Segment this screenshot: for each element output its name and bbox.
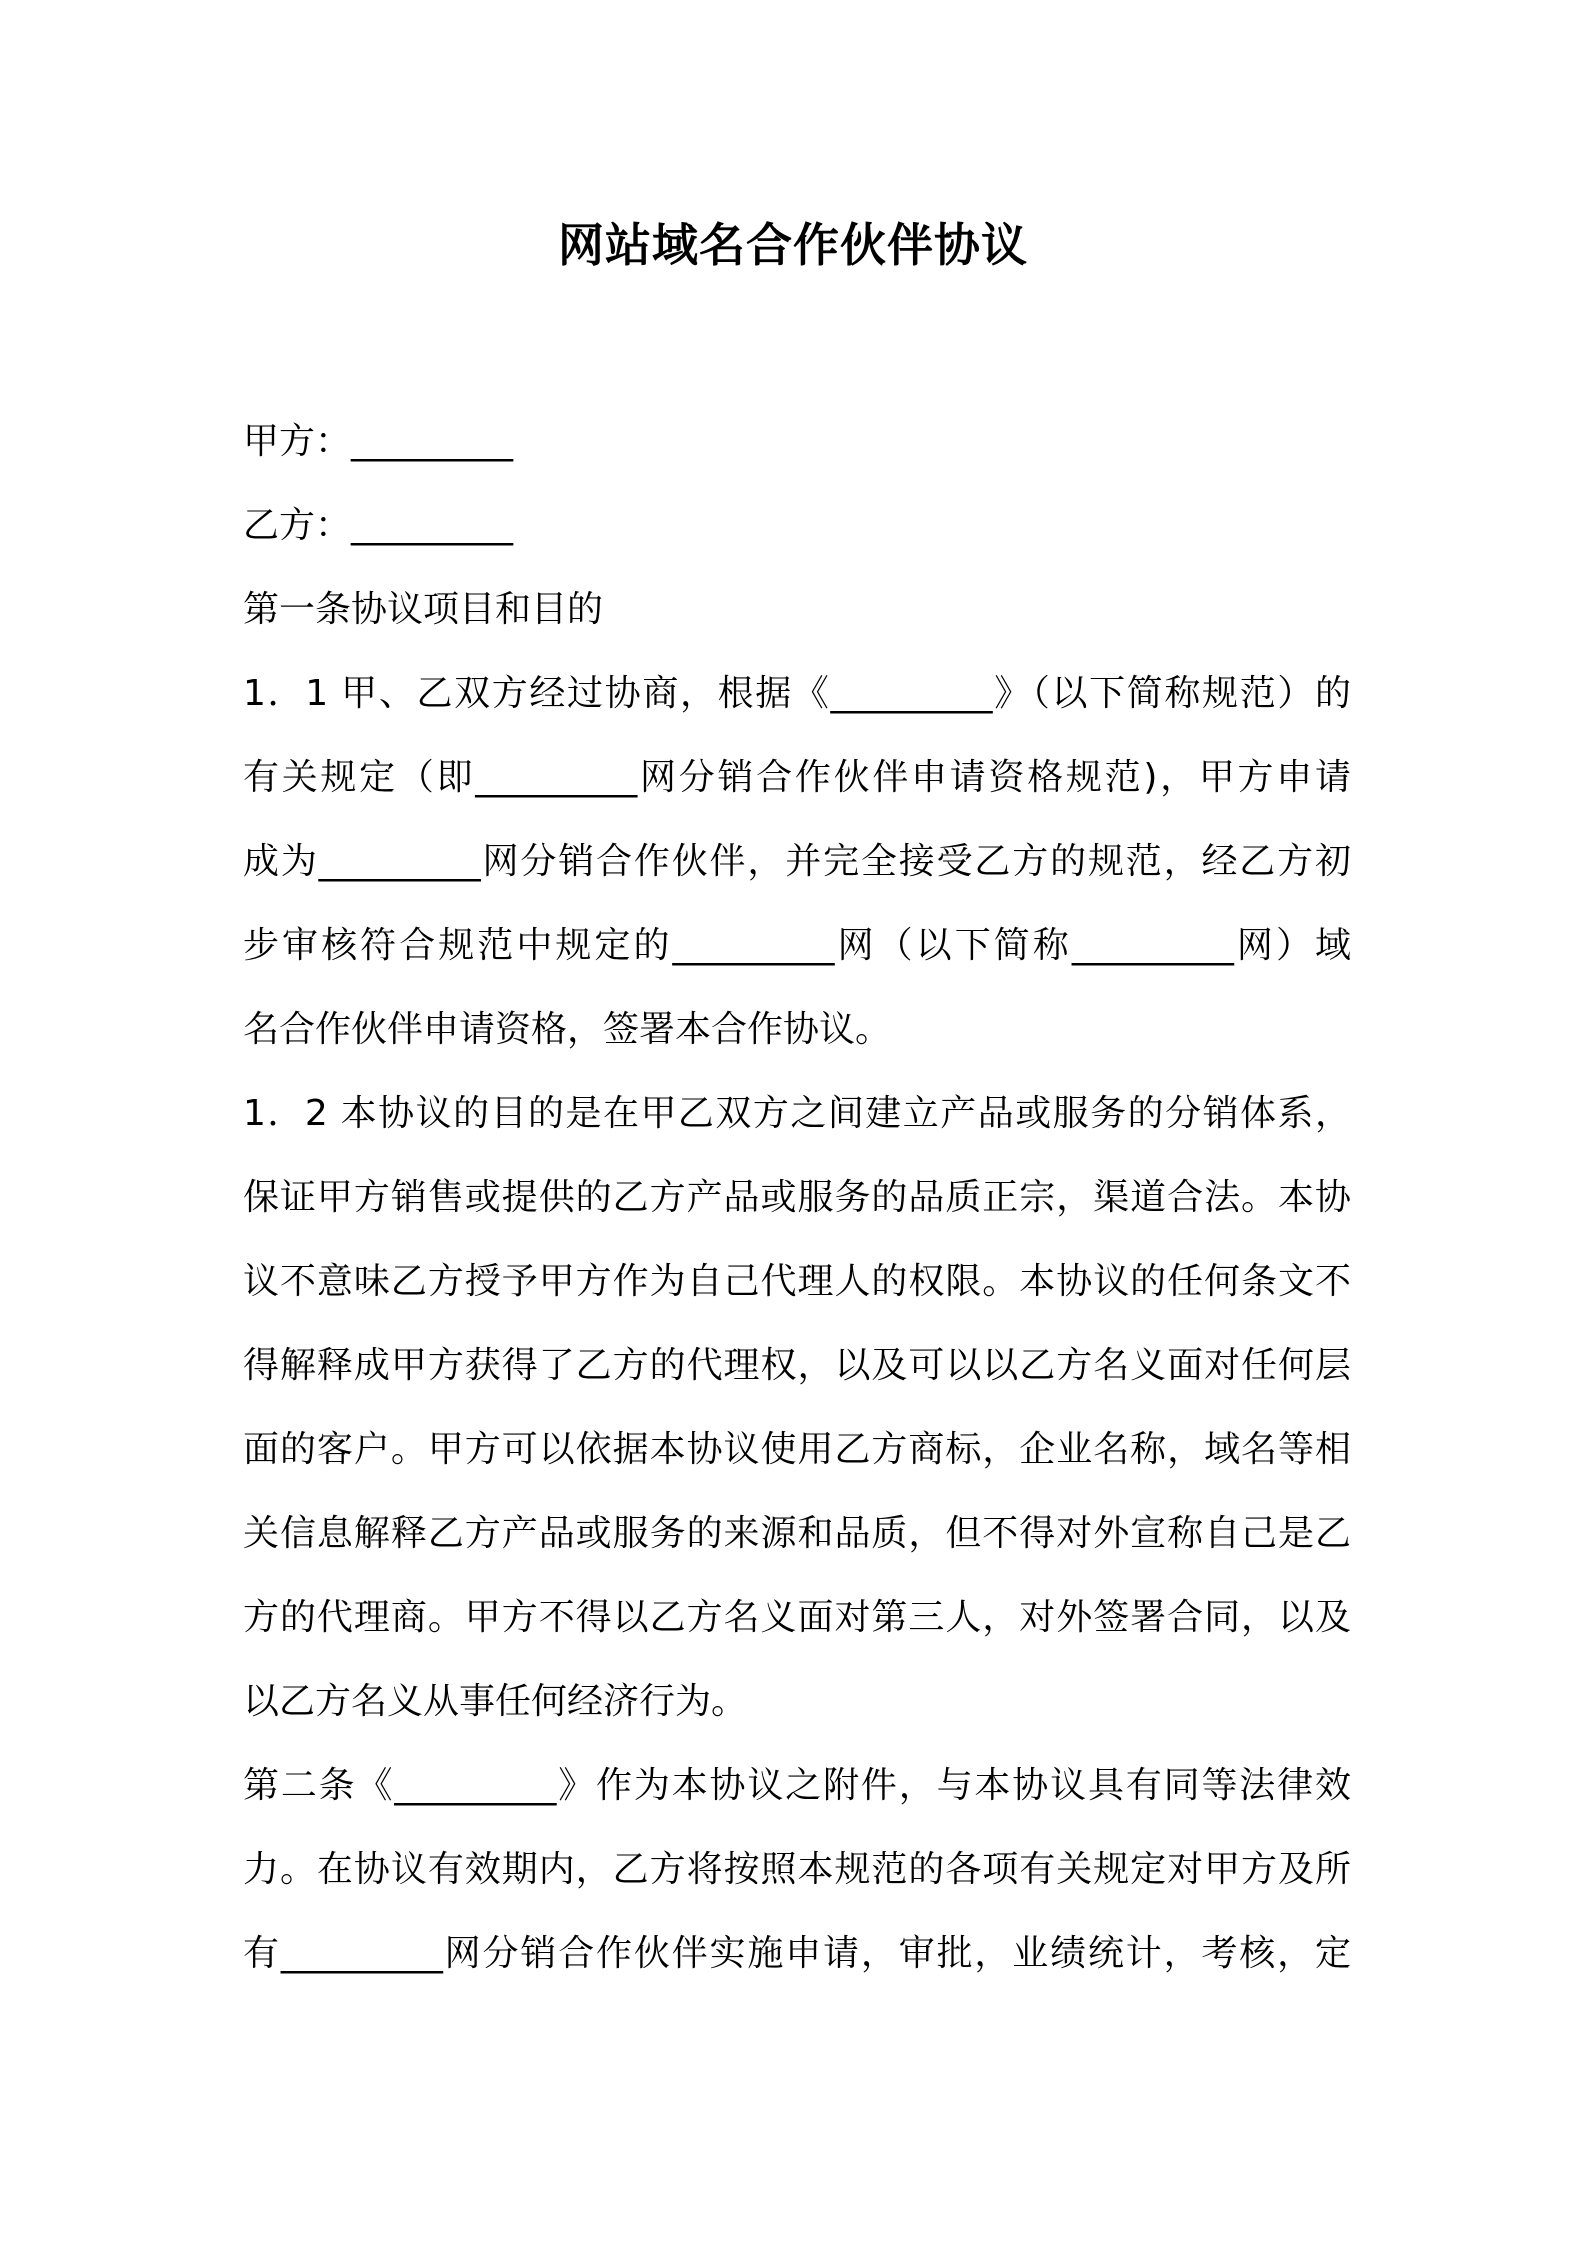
body-line: 有关规定（即_________网分销合作伙伴申请资格规范)，甲方申请	[243, 757, 1351, 798]
body-line: 力。在协议有效期内，乙方将按照本规范的各项有关规定对甲方及所	[243, 1849, 1351, 1890]
body-line: 乙方：_________	[243, 505, 514, 546]
body-line: 步审核符合规范中规定的_________网（以下简称_________网）域	[243, 925, 1351, 966]
body-line: 甲方：_________	[243, 421, 514, 462]
document-body	[243, 400, 1351, 1996]
document-title: 网站域名合作伙伴协议	[558, 218, 1028, 272]
body-line: 名合作伙伴申请资格，签署本合作协议。	[243, 1009, 892, 1050]
body-line: 得解释成甲方获得了乙方的代理权，以及可以以乙方名义面对任何层	[243, 1345, 1351, 1386]
body-line: 以乙方名义从事任何经济行为。	[243, 1681, 748, 1722]
body-line: 面的客户。甲方可以依据本协议使用乙方商标，企业名称，域名等相	[243, 1429, 1351, 1470]
body-line: 有_________网分销合作伙伴实施申请，审批，业绩统计，考核，定	[243, 1933, 1351, 1974]
body-line: 方的代理商。甲方不得以乙方名义面对第三人，对外签署合同，以及	[243, 1597, 1351, 1638]
body-line: 1．2 本协议的目的是在甲乙双方之间建立产品或服务的分销体系，	[243, 1093, 1351, 1134]
body-line: 关信息解释乙方产品或服务的来源和品质，但不得对外宣称自己是乙	[243, 1513, 1351, 1554]
body-line: 第二条《_________》作为本协议之附件，与本协议具有同等法律效	[243, 1765, 1351, 1806]
body-line: 1．1 甲、乙双方经过协商，根据《_________》（以下简称规范）的	[243, 673, 1351, 714]
body-line: 保证甲方销售或提供的乙方产品或服务的品质正宗，渠道合法。本协	[243, 1177, 1351, 1218]
body-line: 议不意味乙方授予甲方作为自己代理人的权限。本协议的任何条文不	[243, 1261, 1351, 1302]
body-line: 第一条协议项目和目的	[243, 589, 604, 630]
body-line: 成为_________网分销合作伙伴，并完全接受乙方的规范，经乙方初	[243, 841, 1351, 882]
